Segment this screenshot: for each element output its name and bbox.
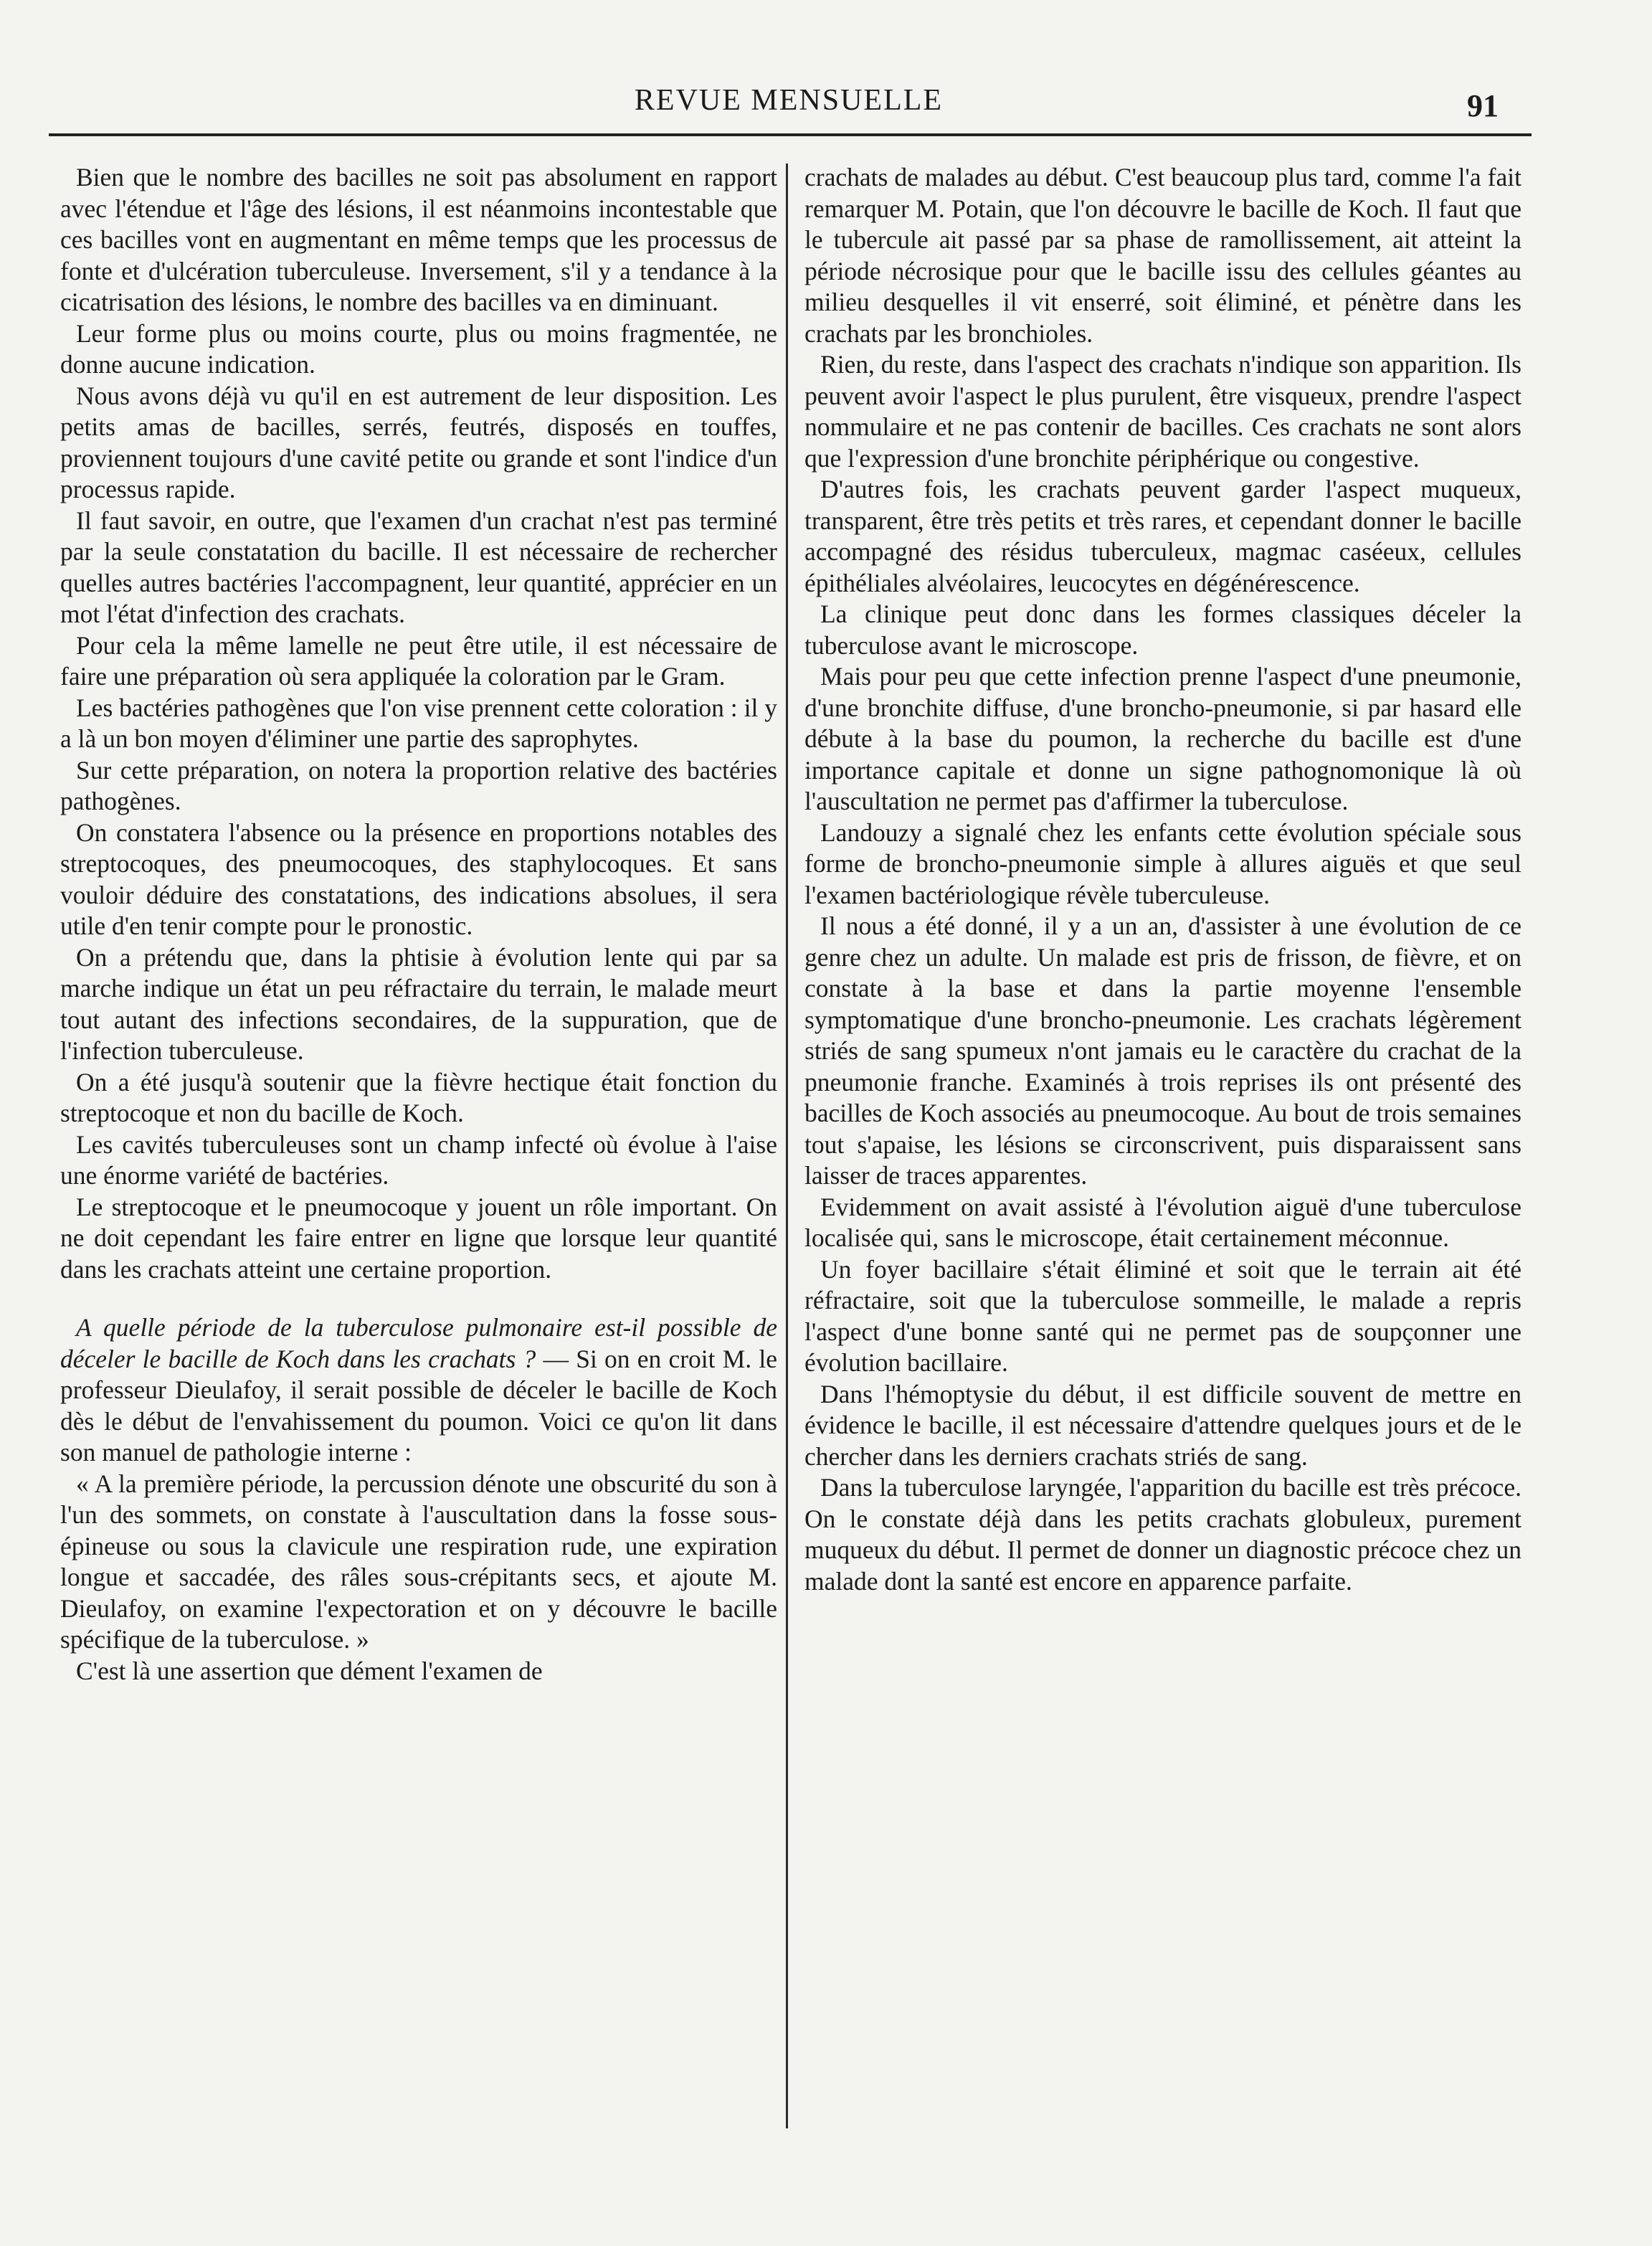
- paragraph: crachats de malades au début. C'est beaucoup plus tard, comme l'a fait remarquer M. Potain, que l'on découvre le bacille de Koch. Il faut que le tubercule ait passé par sa phase de ramollissement, ait atteint la période nécrosique pour que le bacille issu des cellules géantes au milieu desquelles il vit enserré, soit éliminé, et pénètre dans les crachats par les bronchioles.: [804, 163, 1522, 348]
- paragraph: Dans la tuberculose laryngée, l'apparition du bacille est très précoce. On le constate déjà dans les petits crachats globuleux, purement muqueux du début. Il permet de donner un diagnostic précoce chez un malade dont la santé est encore en apparence parfaite.: [804, 1473, 1522, 1596]
- paragraph: Bien que le nombre des bacilles ne soit pas absolument en rapport avec l'étendue et l'âge des lésions, il est néanmoins incontestable que ces bacilles vont en augmentant en même temps que les processus de fonte et d'ulcération tuberculeuse. Inversement, s'il y a tendance à la cicatrisation des lésions, le nombre des bacilles va en diminuant.: [60, 163, 777, 316]
- paragraph: Nous avons déjà vu qu'il en est autrement de leur disposition. Les petits amas de bacilles, serrés, feutrés, disposés en touffes, proviennent toujours d'une cavité petite ou grande et sont l'indice d'un processus rapide.: [60, 381, 777, 503]
- running-header: [0, 79, 1652, 122]
- section-text: — Si on en croit M. le professeur Dieulafoy, il serait possible de déceler le bacille de Koch dès le début de l'envahissement du poumon. Voici ce qu'on lit dans son manuel de pathologie interne :: [60, 1344, 778, 1466]
- paragraph: Pour cela la même lamelle ne peut être utile, il est nécessaire de faire une préparation où sera appliquée la coloration par le Gram.: [60, 630, 777, 691]
- section-paragraph: [60, 1312, 777, 1469]
- paragraph: Landouzy a signalé chez les enfants cette évolution spéciale sous forme de broncho-pneumonie simple à allures aiguës et que seul l'examen bactériologique révèle tuberculeuse.: [804, 818, 1522, 909]
- paragraph: Il nous a été donné, il y a un an, d'assister à une évolution de ce genre chez un adulte. Un malade est pris de frisson, de fièvre, et on constate à la base et dans la partie moyenne l'ensemble symptomatique d'une broncho-pneumonie. Les crachats légèrement striés de sang spumeux n'ont jamais eu le caractère du crachat de la pneumonie franche. Examinés à trois reprises ils ont présenté des bacilles de Koch associés au pneumocoque. Au bout de trois semaines tout s'apaise, les lésions se circonscrivent, puis disparaissent sans laisser de traces apparentes.: [804, 911, 1522, 1190]
- column-divider: [786, 164, 788, 2128]
- paragraph: La clinique peut donc dans les formes classiques déceler la tuberculose avant le microscope.: [804, 600, 1522, 660]
- journal-title: REVUE MENSUELLE: [634, 84, 944, 117]
- paragraph: Il faut savoir, en outre, que l'examen d'un crachat n'est pas terminé par la seule constatation du bacille. Il est nécessaire de rechercher quelles autres bactéries l'accompagnent, leur quantité, apprécier en un mot l'état d'infection des crachats.: [60, 506, 777, 628]
- paragraph: Leur forme plus ou moins courte, plus ou moins fragmentée, ne donne aucune indication.: [60, 318, 777, 379]
- paragraph: Le streptocoque et le pneumocoque y jouent un rôle important. On ne doit cependant les faire entrer en ligne que lorsque leur quantité dans les crachats atteint une certaine proportion.: [60, 1192, 777, 1284]
- quotation: « A la première période, la percussion dénote une obscurité du son à l'un des sommets, on constate à l'auscultation dans la fosse sous-épineuse ou sous la clavicule une respiration rude, une expiration longue et saccadée, des râles sous-crépitants secs, et ajoute M. Dieulafoy, on examine l'expectoration et on y découvre le bacille spécifique de la tuberculose. »: [60, 1469, 777, 1654]
- paragraph: D'autres fois, les crachats peuvent garder l'aspect muqueux, transparent, être très petits et très rares, et cependant donner le bacille accompagné des résidus tuberculeux, magmac caséeux, cellules épithéliales alvéolaires, leucocytes en dégénérescence.: [804, 475, 1522, 597]
- paragraph: On a été jusqu'à soutenir que la fièvre hectique était fonction du streptocoque et non du bacille de Koch.: [60, 1067, 777, 1127]
- paragraph: Les cavités tuberculeuses sont un champ infecté où évolue à l'aise une énorme variété de bactéries.: [60, 1129, 777, 1190]
- paragraph: Evidemment on avait assisté à l'évolution aiguë d'une tuberculose localisée qui, sans le microscope, était certainement méconnue.: [804, 1192, 1522, 1252]
- paragraph: Mais pour peu que cette infection prenne l'aspect d'une pneumonie, d'une bronchite diffuse, d'une broncho-pneumonie, si par hasard elle débute à la base du poumon, la recherche du bacille est d'une importance capitale et donne un signe pathognomonique là où l'auscultation ne permet pas d'affirmer la tuberculose.: [804, 662, 1522, 815]
- section-question: A quelle période de la tuberculose pulmonaire est-il possible de déceler le bacille de Koch dans les crachats ?: [60, 1313, 777, 1373]
- paragraph: On constatera l'absence ou la présence en proportions notables des streptocoques, des pneumocoques, des staphylocoques. Et sans vouloir déduire des constatations, des indications absolues, il sera utile d'en tenir compte pour le pronostic.: [60, 818, 777, 940]
- paragraph: Sur cette préparation, on notera la proportion relative des bactéries pathogènes.: [60, 755, 777, 815]
- paragraph: Dans l'hémoptysie du début, il est difficile souvent de mettre en évidence le bacille, il est nécessaire d'attendre quelques jours et de le chercher dans les derniers crachats striés de sang.: [804, 1379, 1522, 1471]
- left-column: [60, 162, 777, 1687]
- paragraph: Les bactéries pathogènes que l'on vise prennent cette coloration : il y a là un bon moyen d'éliminer une partie des saprophytes.: [60, 693, 777, 753]
- page-number: 91: [1467, 88, 1499, 123]
- right-column: [804, 162, 1522, 1597]
- paragraph: On a prétendu que, dans la phtisie à évolution lente qui par sa marche indique un état un peu réfractaire du terrain, le malade meurt tout autant des infections secondaires, de la suppuration, que de l'infection tuberculeuse.: [60, 942, 777, 1065]
- header-rule: [49, 133, 1532, 136]
- paragraph: C'est là une assertion que dément l'examen de: [76, 1656, 543, 1685]
- paragraph: Rien, du reste, dans l'aspect des crachats n'indique son apparition. Ils peuvent avoir l'aspect le plus purulent, être visqueux, prendre l'aspect nommulaire et ne pas contenir de bacilles. Ces crachats ne sont alors que l'expression d'une bronchite périphérique ou congestive.: [804, 350, 1522, 473]
- paragraph: Un foyer bacillaire s'était éliminé et soit que le terrain ait été réfractaire, soit que la tuberculose sommeille, le malade a repris l'aspect d'une bonne santé qui ne permet pas de soupçonner une évolution bacillaire.: [804, 1254, 1522, 1377]
